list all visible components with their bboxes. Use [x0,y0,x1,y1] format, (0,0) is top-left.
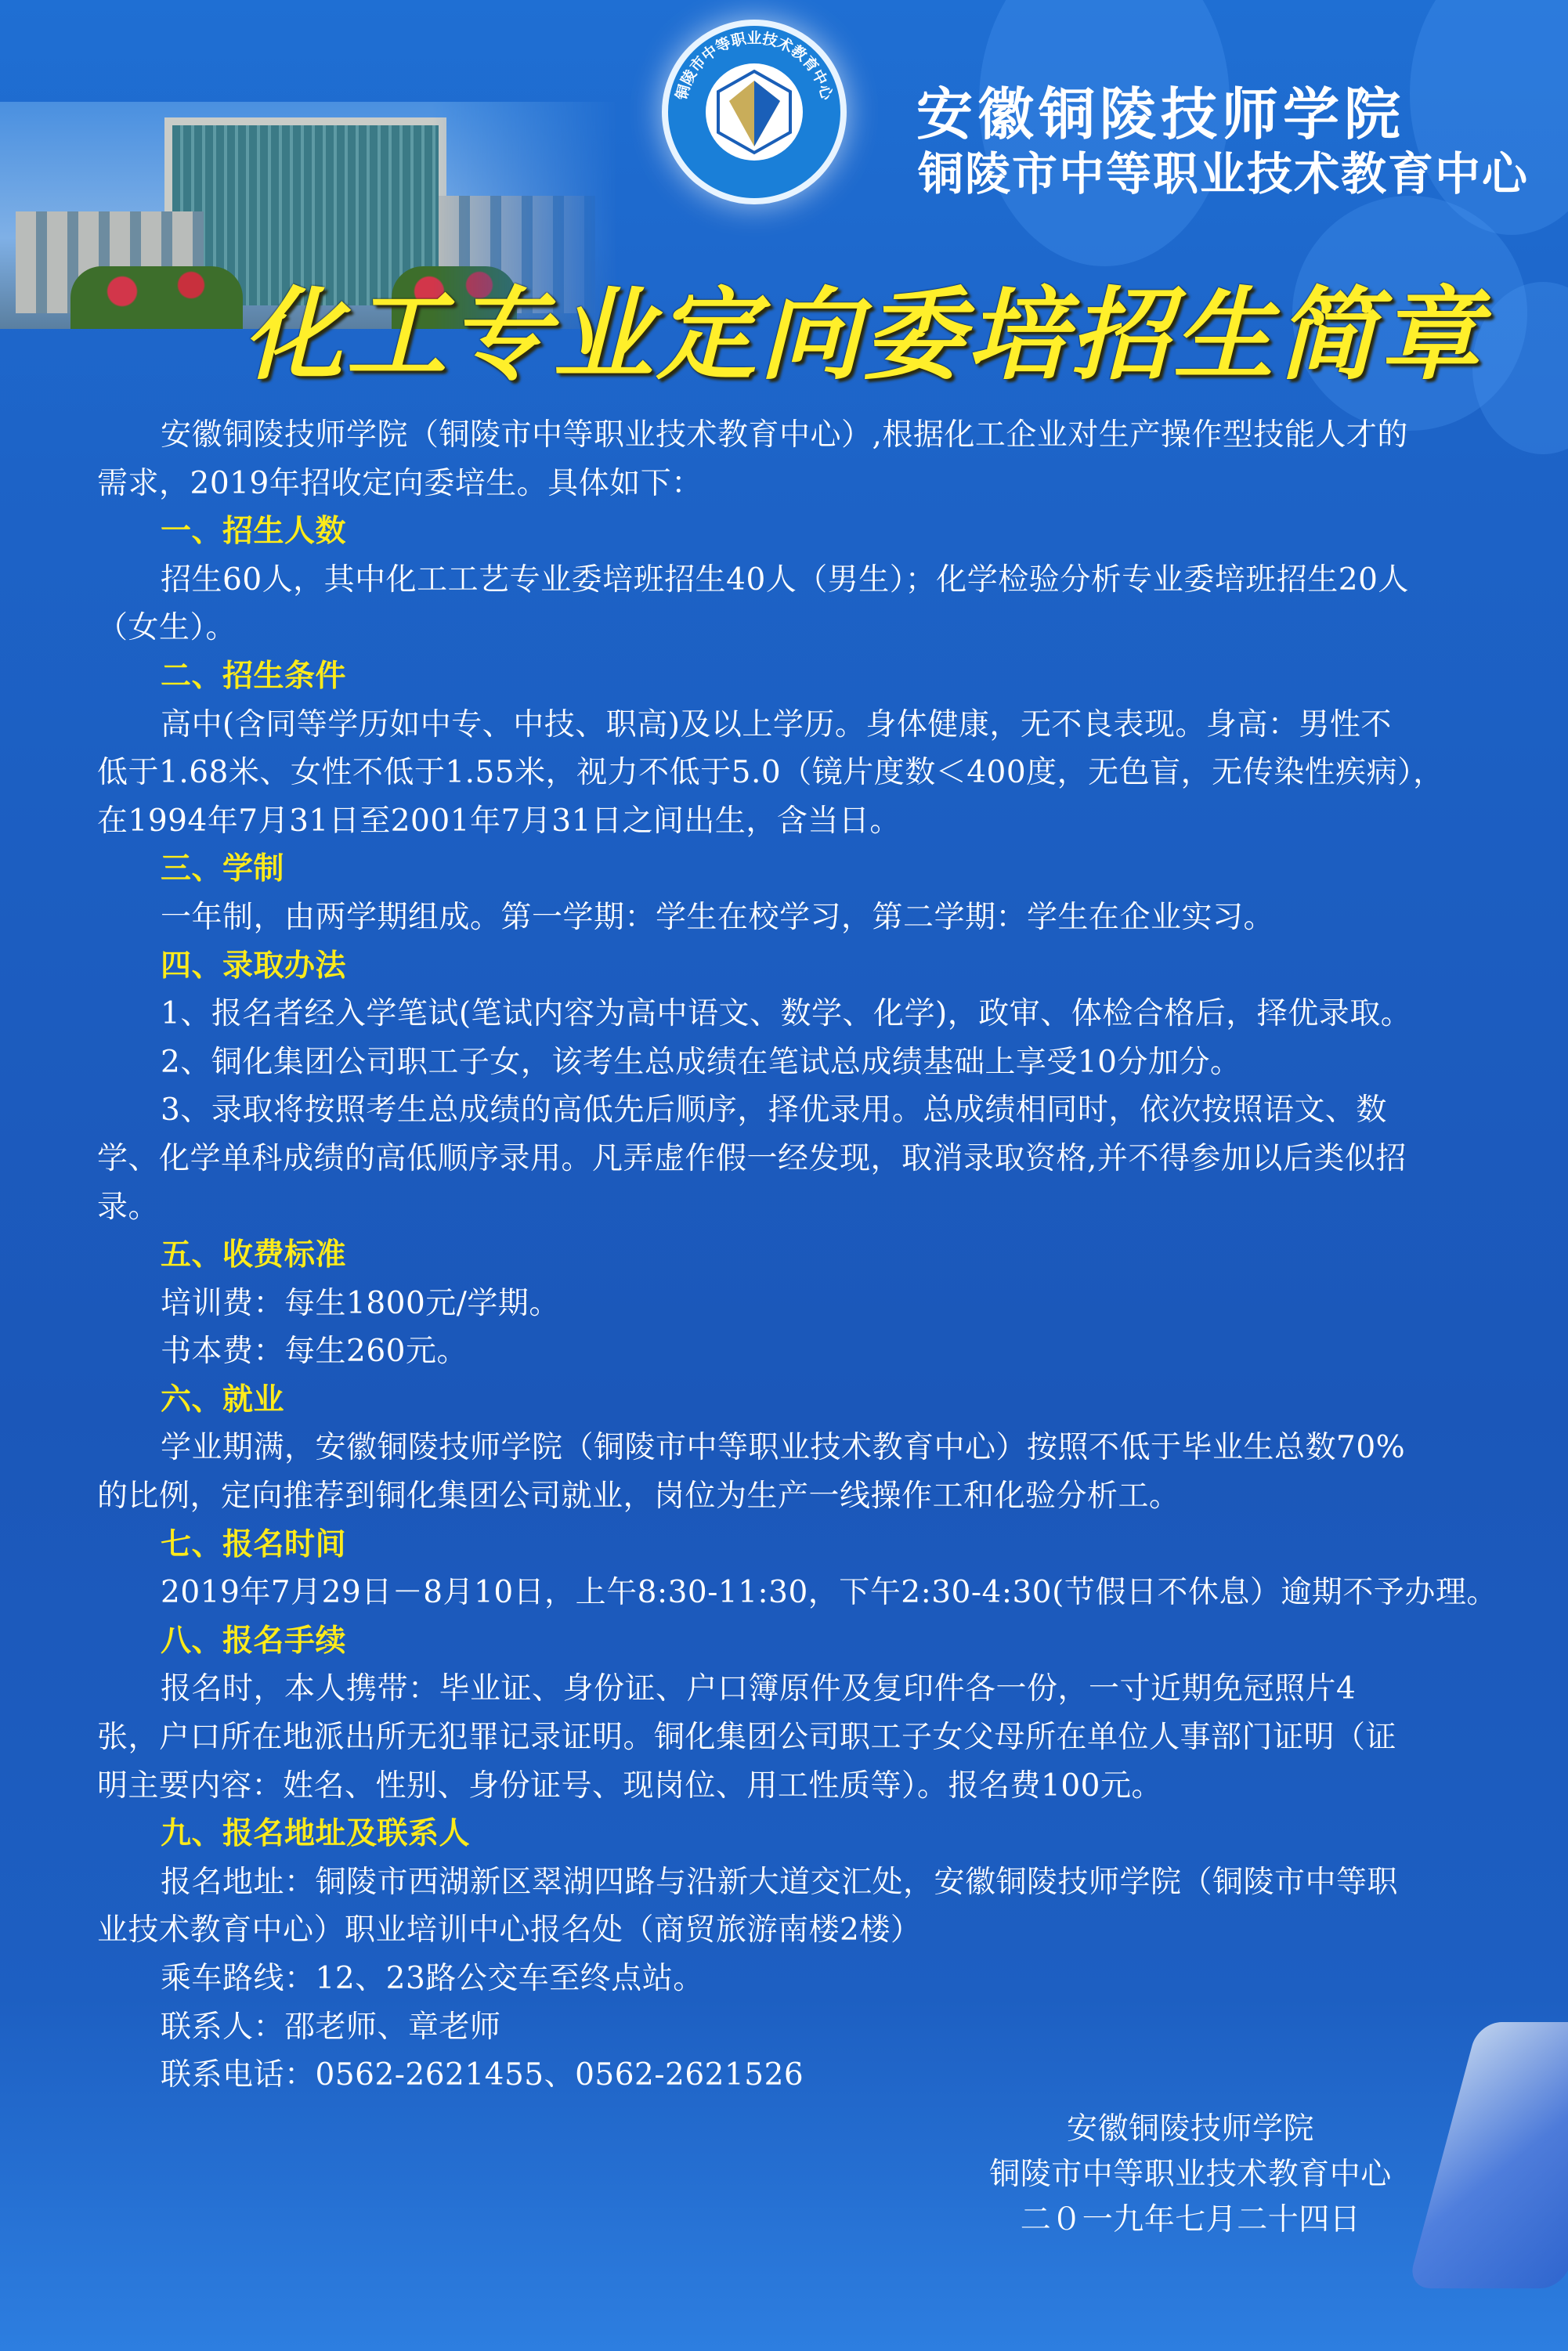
body-text-line: 的比例，定向推荐到铜化集团公司就业，岗位为生产一线操作工和化验分析工。 [97,1479,1180,1515]
body-text-line: 乘车路线：12、23路公交车至终点站。 [161,1961,704,1996]
body-text-line: 在1994年7月31日至2001年7月31日之间出生，含当日。 [97,803,901,839]
body-text-line: 明主要内容：姓名、性别、身份证号、现岗位、用工性质等）。报名费100元。 [97,1768,1162,1804]
body-text-line: 联系人：邵老师、章老师 [161,2009,501,2045]
body-text-line: 1、报名者经入学笔试(笔试内容为高中语文、数学、化学)，政审、体检合格后，择优录取。 [161,996,1412,1032]
body-text-line: 低于1.68米、女性不低于1.55米，视力不低于5.0（镜片度数＜400度，无色盲，无传染性疾病）， [97,755,1444,791]
school-name: 安徽铜陵技师学院 [916,81,1406,147]
body-text-line: 安徽铜陵技师学院（铜陵市中等职业技术教育中心）,根据化工企业对生产操作型技能人才的 [161,417,1408,453]
logo-ring-text [668,26,840,198]
body-text-line: 培训费：每生1800元/学期。 [161,1285,560,1321]
body-text-line: 学、化学单科成绩的高低顺序录用。凡弄虚作假一经发现，取消录取资格,并不得参加以后类似招 [97,1140,1407,1176]
body-text-line: 报名地址：铜陵市西湖新区翠湖四路与沿新大道交汇处，安徽铜陵技师学院（铜陵市中等职 [161,1864,1399,1900]
footer-school: 安徽铜陵技师学院 [1066,2111,1314,2147]
body-text-line: 业技术教育中心）职业培训中心报名处（商贸旅游南楼2楼） [97,1912,922,1948]
section-heading: 八、报名手续 [161,1623,347,1659]
body-text-line: 招生60人，其中化工工艺专业委培班招生40人（男生）；化学检验分析专业委培班招生20人 [161,562,1409,598]
body-text-line: 张，户口所在地派出所无犯罪记录证明。铜化集团公司职工子女父母所在单位人事部门证明（证 [97,1720,1397,1756]
trees [70,266,243,329]
body-text-line: 一年制，由两学期组成。第一学期：学生在校学习，第二学期：学生在企业实习。 [161,899,1275,935]
body-text-line: 需求，2019年招收定向委培生。具体如下： [97,465,703,501]
body-text-line: 联系电话：0562-2621455、0562-2621526 [161,2057,804,2093]
body-text-line: 书本费：每生260元。 [161,1334,468,1370]
footer-center: 铜陵市中等职业技术教育中心 [989,2157,1392,2192]
section-heading: 五、收费标准 [161,1237,347,1273]
body-text-line: 报名时，本人携带：毕业证、身份证、户口簿原件及复印件各一份，一寸近期免冠照片4 [161,1671,1357,1707]
footer-date: 二０一九年七月二十四日 [1020,2202,1361,2237]
section-heading: 一、招生人数 [161,514,347,550]
section-heading: 三、学制 [161,851,285,887]
signature-block [956,2107,1425,2243]
section-heading: 二、招生条件 [161,658,347,694]
section-heading: 六、就业 [161,1381,285,1417]
announcement-body [97,411,1507,2100]
section-heading: 四、录取办法 [161,948,347,984]
school-logo [662,20,847,204]
poster-title: 化工专业定向委培招生简章 [243,276,1484,394]
body-text-line: 学业期满，安徽铜陵技师学院（铜陵市中等职业技术教育中心）按照不低于毕业生总数70% [161,1430,1406,1466]
logo-text: 铜陵市中等职业技术教育中心 [673,30,836,102]
svg-text:铜陵市中等职业技术教育中心 [672,29,836,102]
center-name: 铜陵市中等职业技术教育中心 [918,147,1530,200]
section-heading: 七、报名时间 [161,1526,347,1562]
body-text-line: 高中(含同等学历如中专、中技、职高)及以上学历。身体健康，无不良表现。身高：男性不 [161,706,1392,742]
section-heading: 九、报名地址及联系人 [161,1816,471,1852]
body-text-line: 录。 [97,1189,160,1225]
body-text-line: 2019年7月29日－8月10日，上午8:30-11:30，下午2:30-4:30(节假日不休息）逾期不予办理。 [161,1575,1498,1611]
body-text-line: （女生）。 [97,610,237,646]
body-text-line: 2、铜化集团公司职工子女，该考生总成绩在笔试总成绩基础上享受10分加分。 [161,1044,1241,1080]
body-text-line: 3、录取将按照考生总成绩的高低先后顺序，择优录用。总成绩相同时，依次按照语文、数 [161,1092,1387,1129]
